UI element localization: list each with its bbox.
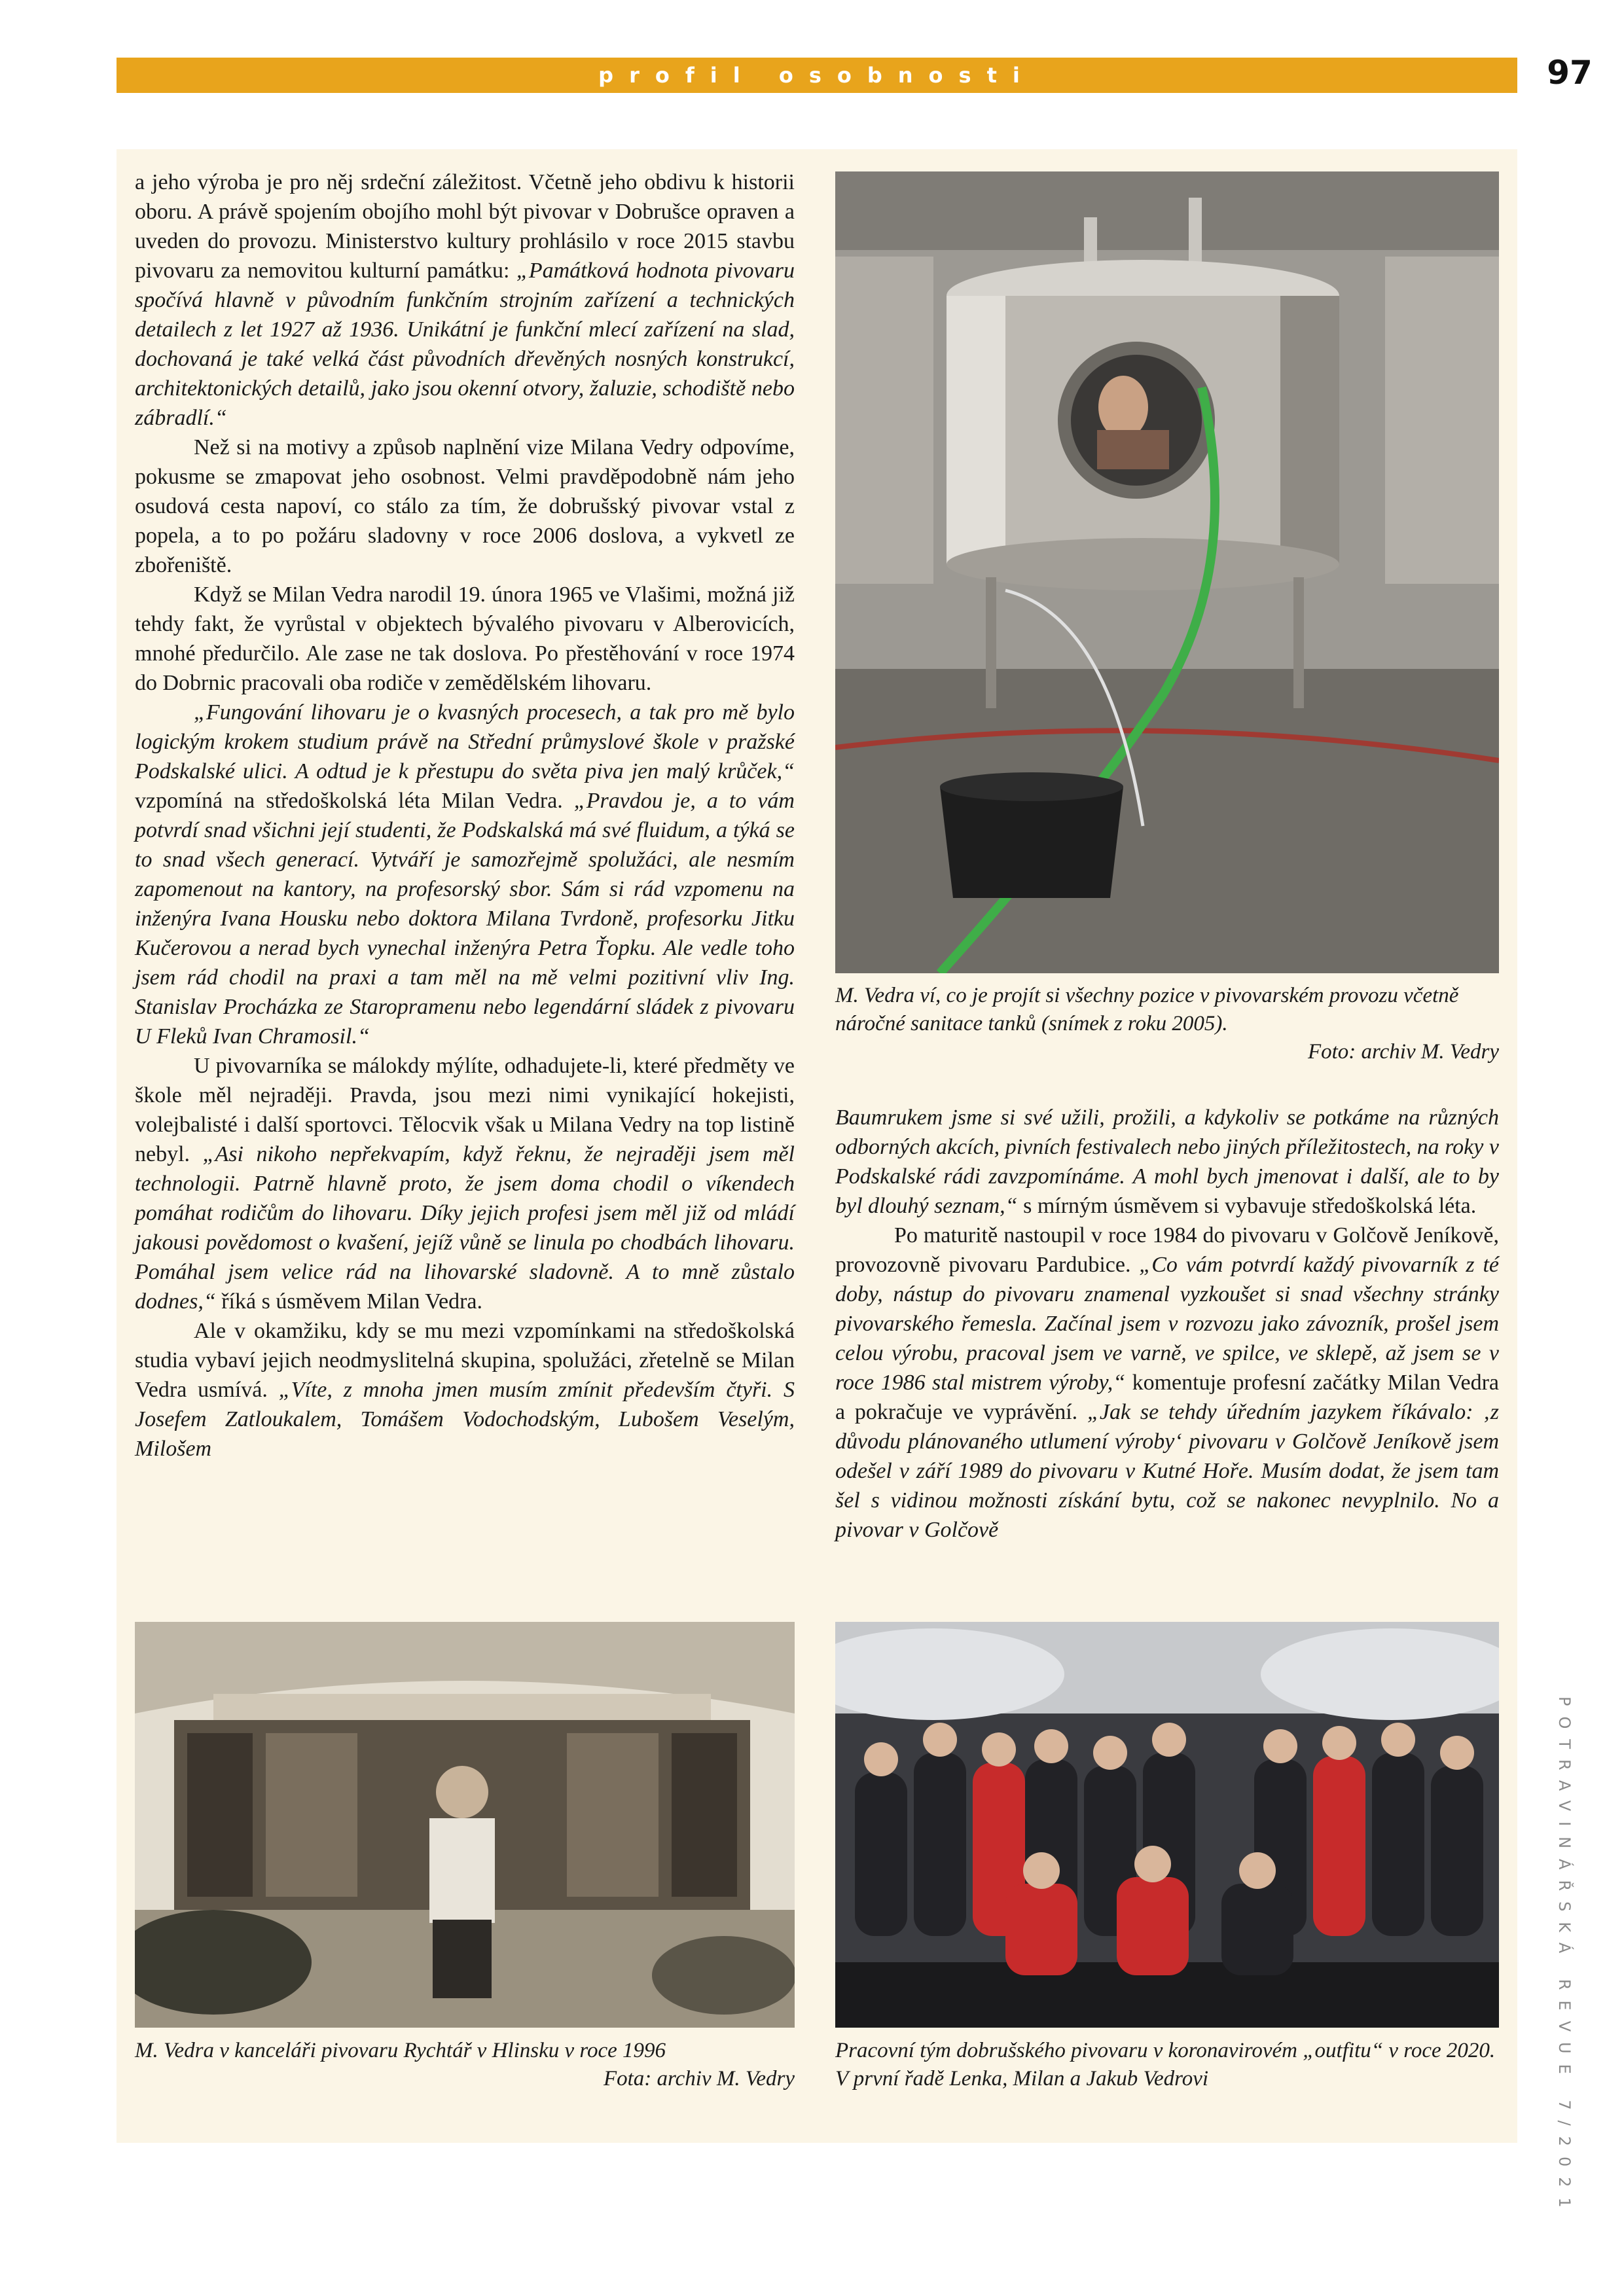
article-paragraph: [135, 433, 795, 580]
publication-sidebar: [1545, 1636, 1584, 2278]
body-text: Po maturitě nastoupil v roce 1984 do pivovaru v Golčově Jeníkově, provozovně pivovaru Pardubice.: [835, 1223, 1499, 1277]
body-text: a jeho výroba je pro něj srdeční záležitost. Včetně jeho obdivu k historii oboru. A právě spojením obojího mohl být pivovar v Dobrušce opraven a uveden do provozu. Ministerstvo kultury prohlásilo v roce 2015 stavbu pivovaru za nemovitou kulturní památku:: [135, 170, 795, 283]
page-number: 97: [1547, 54, 1593, 92]
body-text: U pivovarníka se málokdy mýlíte, odhadujete-li, které předměty ve škole měl nejraději. Pravda, jsou mezi nimi vynikající hokejisti, volejbalisté i další sportovci. Tělocvik však u Milana Vedry na top listině nebyl.: [135, 1054, 795, 1166]
quote-text: „Víte, z mnoha jmen musím zmínit především čtyři. S Josefem Zatloukalem, Tomášem Vodochodským, Lubošem Veselým, Milošem: [135, 1378, 795, 1461]
tank-caption-text: M. Vedra ví, co je projít si všechny pozice v pivovarském provozu včetně náročné sanitace tanků (snímek z roku 2005).: [835, 984, 1459, 1035]
body-text: s mírným úsměvem si vybavuje středoškolská léta.: [1017, 1194, 1477, 1218]
publication-name: POTRAVINÁŘSKÁ REVUE 7/2021: [1555, 1696, 1574, 2218]
team-caption-text: Pracovní tým dobrušského pivovaru v koronavirovém „outfitu“ v roce 2020. V první řadě Lenka, Milan a Jakub Vedrovi: [835, 2039, 1496, 2090]
quote-text: Baumrukem jsme si své užili, prožili, a kdykoliv se potkáme na různých odborných akcích, pivních festivalech nebo jiných příležitostech, na roky v Podskalské rádi zavzpomínáme. A mohl bych jmenovat i další, ale to by byl dlouhý seznam,“: [835, 1105, 1499, 1218]
quote-text: „Památková hodnota pivovaru spočívá hlavně v původním funkčním strojním zařízení a technických detailech z let 1927 až 1936. Unikátní je funkční mlecí zařízení na slad, dochovaná je také velká část původních dřevěných nosných konstrukcí, architektonických detailů, jako jsou okenní otvory, žaluzie, schodiště nebo zábradlí.“: [135, 259, 795, 430]
office-caption-text: M. Vedra v kanceláři pivovaru Rychtář v Hlinsku v roce 1996: [135, 2039, 666, 2062]
article-paragraph: [835, 1221, 1499, 1545]
article-paragraph: [835, 1103, 1499, 1221]
office-photo-caption: [135, 2037, 795, 2093]
body-text: Ale v okamžiku, kdy se mu mezi vzpomínkami na středoškolská studia vybaví jejich neodmyslitelná skupina, spolužáci, zřetelně se Milan Vedra usmívá.: [135, 1319, 795, 1402]
office-photo: [135, 1622, 795, 2028]
team-photo: [835, 1622, 1499, 2028]
body-text: říká s úsměvem Milan Vedra.: [215, 1289, 483, 1314]
quote-text: „Asi nikoho nepřekvapím, když řeknu, že nejraději jsem měl technologii. Patrně hlavně proto, že jsem doma chodil o víkendech pomáhat rodičům do lihovaru. Díky jejich profesi jsem měl již od mládí jakousi povědomost o kvašení, jejíž vůně se linula po chodbách lihovaru. Pomáhal jsem velice rád na lihovarské sladovně. A to mně zůstalo dodnes,“: [135, 1142, 795, 1314]
article-paragraph: [135, 168, 795, 433]
section-header-bar: [117, 58, 1517, 93]
body-text: Když se Milan Vedra narodil 19. února 1965 ve Vlašimi, možná již tehdy fakt, že vyrůstal v objektech bývalého pivovaru v Alberovicích, mnohé předurčilo. Ale zase ne tak doslova. Po přestěhování v roce 1974 do Dobrnic pracovali oba rodiče v zemědělském lihovaru.: [135, 583, 795, 695]
brewery-tank-photo: [835, 171, 1499, 973]
quote-text: „Pravdou je, a to vám potvrdí snad všichni její studenti, že Podskalská má své fluidum, a týká se to snad všech generací. Vytváří je samozřejmě spolužáci, ale nesmím zapomenout na kantory, na profesorský sbor. Sám si rád vzpomenu na inženýra Ivana Housku nebo doktora Milana Tvrdoně, profesorku Jitku Kučerovou a nerad bych vynechal inženýra Petra Ťopku. Ale vedle toho jsem rád chodil na praxi a tam měl na mě velmi pozitivní vliv Ing. Stanislav Procházka ze Staropramenu nebo legendární sládek z pivovaru U Fleků Ivan Chramosil.“: [135, 789, 795, 1049]
tank-caption-credit: Foto: archiv M. Vedry: [1307, 1040, 1499, 1064]
quote-text: „Fungování lihovaru je o kvasných procesech, a tak pro mě bylo logickým krokem studium právě na Střední průmyslové škole v pražské Podskalské ulici. A odtud je k přestupu do světa piva jen malý krůček,“: [135, 700, 795, 783]
quote-text: „Jak se tehdy úředním jazykem říkávalo: ‚z důvodu plánovaného utlumení výroby‘ pivovaru v Golčově Jeníkově jsem odešel v září 1989 do pivovaru v Kutné Hoře. Musím dodat, že jsem tam šel s vidinou možnosti získání bytu, což se nakonec nevyplnilo. No a pivovar v Golčově: [835, 1400, 1499, 1542]
team-photo-caption: [835, 2037, 1499, 2093]
body-text: vzpomíná na středoškolská léta Milan Vedra.: [135, 789, 574, 813]
office-caption-credit: Fota: archiv M. Vedry: [603, 2067, 795, 2090]
article-paragraph: [135, 580, 795, 698]
body-text: Než si na motivy a způsob naplnění vize Milana Vedry odpovíme, pokusme se zmapovat jeho osobnost. Velmi pravděpodobně nám jeho osudová cesta napoví, co stálo za tím, že dobrušský pivovar vstal z popela, a to po požáru sladovny v roce 2006 doslova, a vykvetl ze zbořeniště.: [135, 435, 795, 577]
tank-photo-caption: [835, 982, 1499, 1066]
article-paragraph: [135, 1051, 795, 1316]
article-column-right: [835, 1103, 1499, 1620]
article-paragraph: [135, 698, 795, 1051]
article-column-left: [135, 168, 795, 1601]
article-paragraph: [135, 1316, 795, 1463]
quote-text: „Co vám potvrdí každý pivovarník z té doby, nástup do pivovaru znamenal vyzkoušet si snad všechny stránky pivovarského řemesla. Začínal jsem v rozvozu jako závozník, prošel jsem celou výrobu, pracoval jsem ve varně, ve spilce, ve sklepě, až jsem se v roce 1986 stal mistrem výroby,“: [835, 1253, 1499, 1395]
section-label: profil osobnosti: [598, 63, 1036, 88]
body-text: komentuje profesní začátky Milan Vedra a pokračuje ve vyprávění.: [835, 1371, 1500, 1424]
